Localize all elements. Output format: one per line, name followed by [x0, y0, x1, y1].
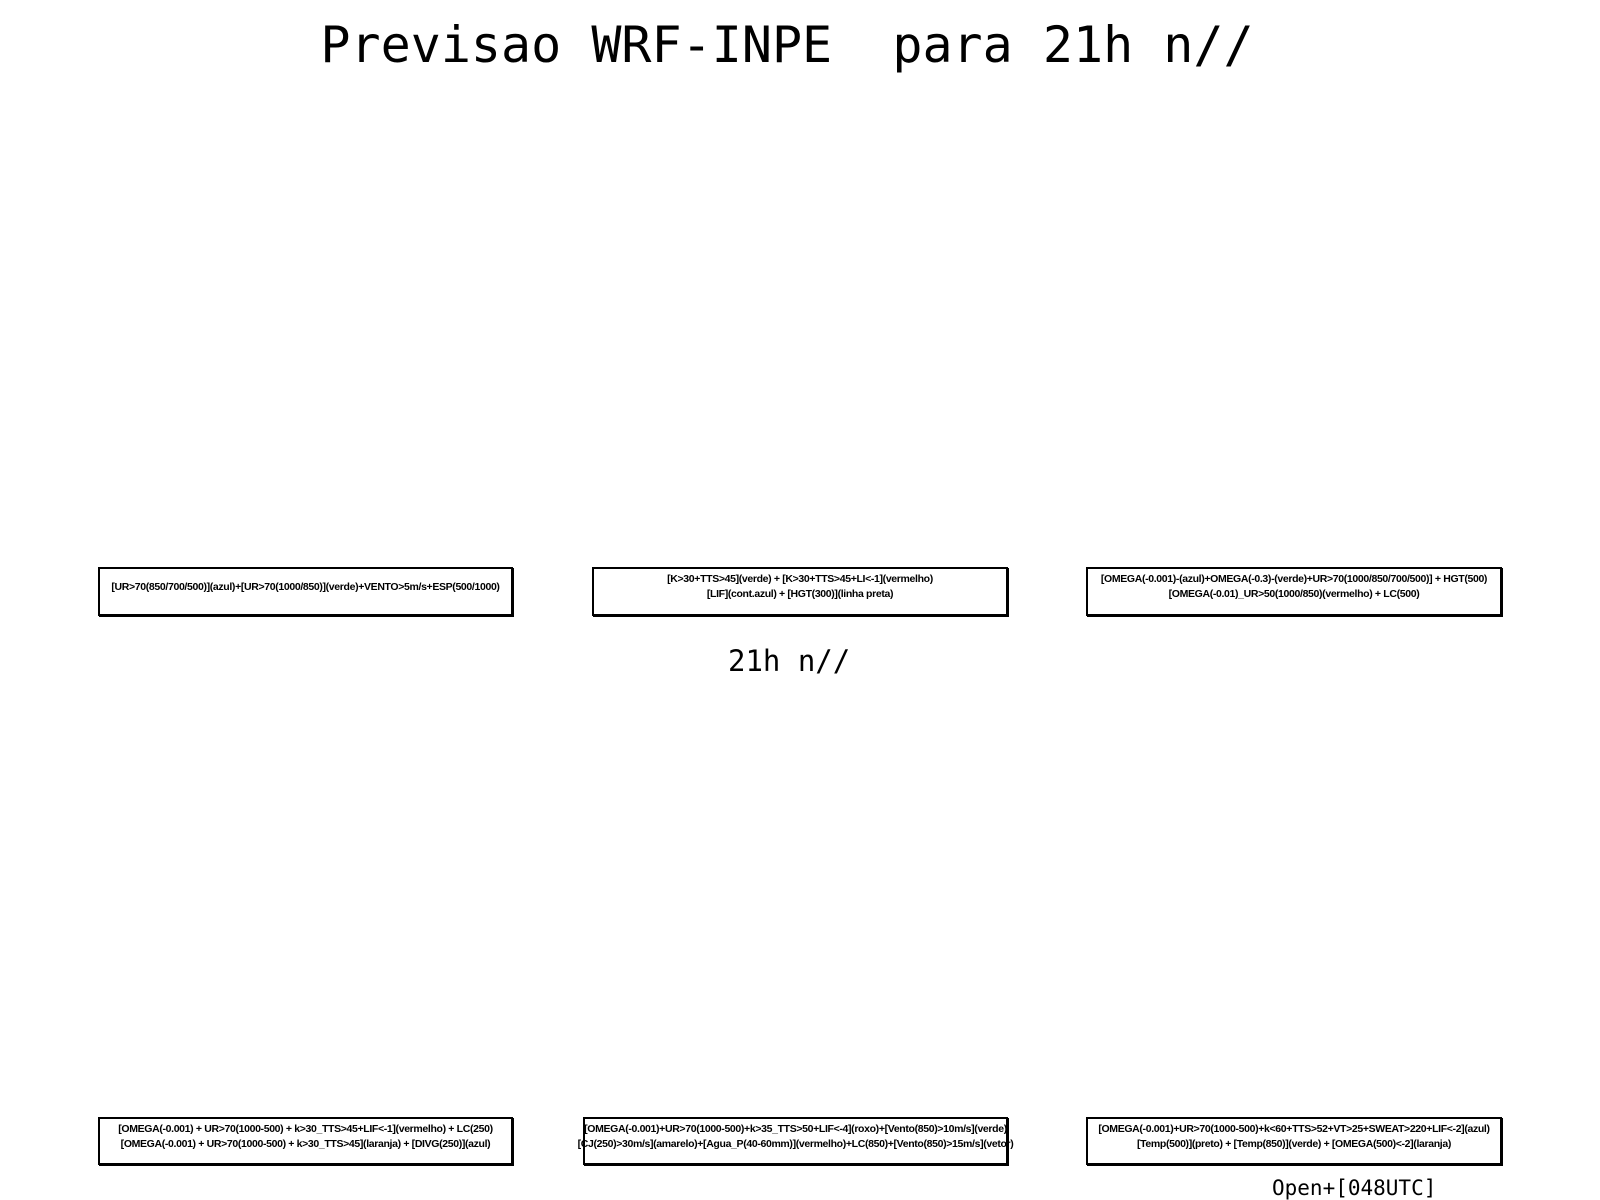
footer-open-label: Open+[048UTC] — [1272, 1176, 1437, 1200]
caption-line: [OMEGA(-0.001)+UR>70(1000-500)+k<60+TTS>52+VT>25+SWEAT>220+LIF<-2](azul) — [1098, 1122, 1490, 1135]
caption-line: [K>30+TTS>45](verde) + [K>30+TTS>45+LI<-1](vermelho) — [667, 573, 933, 585]
page-title: Previsao WRF-INPE para 21h n// — [320, 16, 1254, 74]
caption-box-bottom-center — [577, 1117, 1014, 1165]
caption-line: [Temp(500)](preto) + [Temp(850)](verde) + [OMEGA(500)<-2](laranja) — [1136, 1137, 1452, 1150]
caption-line: [UR>70(850/700/500)](azul)+[UR>70(1000/850)](verde)+VENTO>5m/s+ESP(500/1000) — [111, 580, 500, 593]
caption-line: [OMEGA(-0.001)+UR>70(1000-500)+k>35_TTS>50+LIF<-4](roxo)+[Vento(850)>10m/s](verde) — [584, 1122, 1007, 1135]
caption-line: [OMEGA(-0.01)_UR>50(1000/850)(vermelho) + LC(500) — [1168, 588, 1420, 600]
caption-box-top-left — [98, 567, 513, 616]
caption-line: [LIF](cont.azul) + [HGT(300)](linha preta) — [706, 588, 894, 600]
caption-box-bottom-left — [98, 1117, 513, 1165]
center-time-label: 21h n// — [728, 644, 851, 678]
caption-line: [OMEGA(-0.001)-(azul)+OMEGA(-0.3)-(verde)+UR>70(1000/850/700/500)] + HGT(500) — [1100, 573, 1488, 585]
caption-box-top-center — [592, 567, 1008, 616]
caption-box-top-right — [1086, 567, 1502, 616]
caption-line: [OMEGA(-0.001) + UR>70(1000-500) + k>30_TTS>45+LIF<-1](vermelho) + LC(250) — [118, 1122, 493, 1135]
caption-line: [OMEGA(-0.001) + UR>70(1000-500) + k>30_TTS>45](laranja) + [DIVG(250)](azul) — [120, 1137, 491, 1150]
caption-line: [CJ(250)>30m/s](amarelo)+[Agua_P(40-60mm)](vermelho)+LC(850)+[Vento(850)>15m/s](vetor) — [577, 1137, 1014, 1150]
caption-box-bottom-right — [1086, 1117, 1502, 1165]
